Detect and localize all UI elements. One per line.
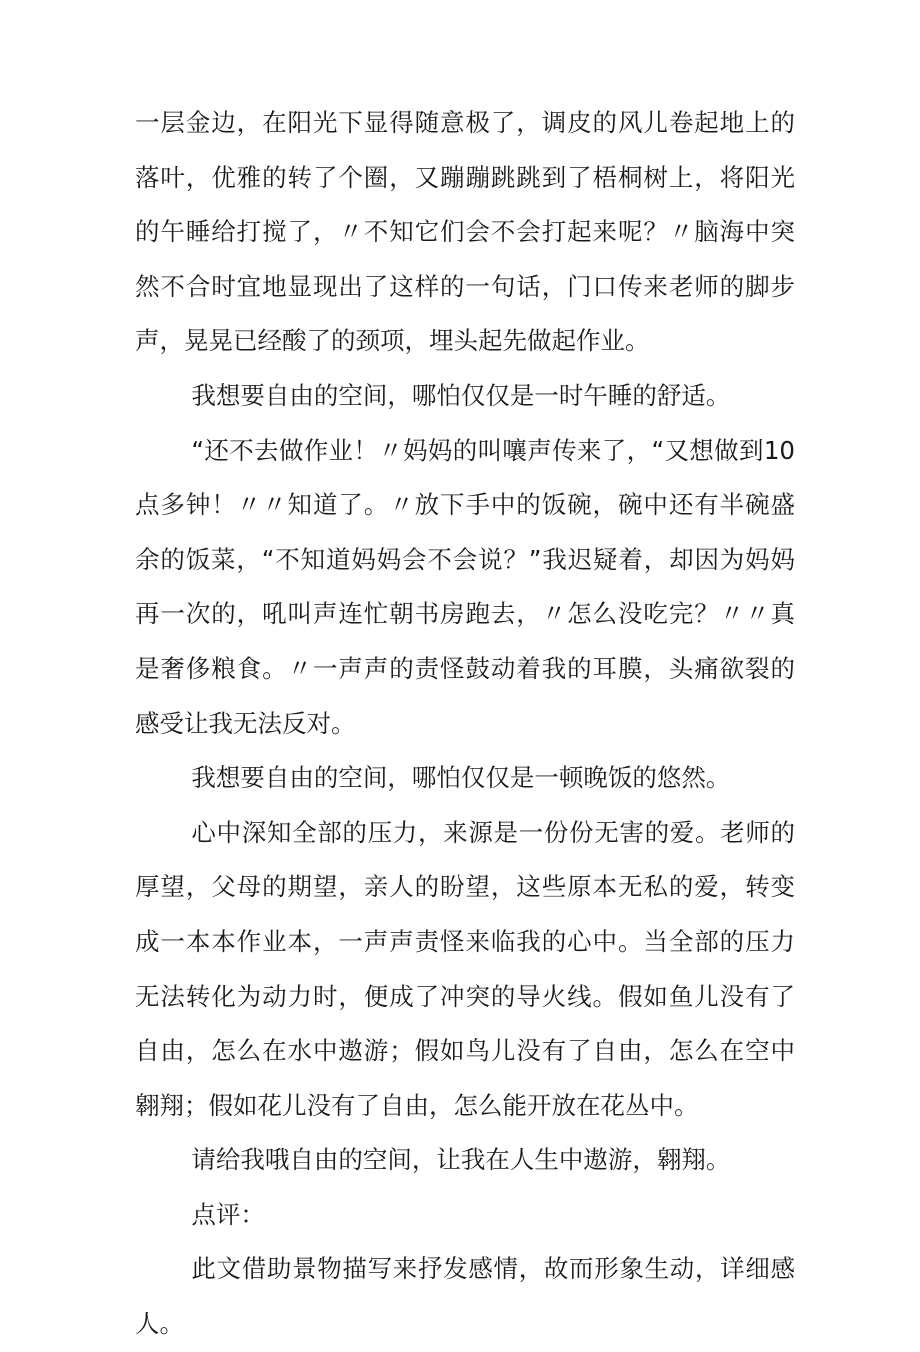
paragraph-refrain-dinner: 我想要自由的空间，哪怕仅仅是一顿晚饭的悠然。: [191, 763, 731, 793]
paragraph-mother-scolding: “还不去做作业！〃妈妈的叫嚷声传来了，“又想做到10点多钟！〃〃知道了。〃放下手中的饭碗，碗中还有半碗盛余的饭菜，“不知道妈妈会不会说？”我迟疑着，却因为妈妈再一次的，吼叫声连忙朝书房跑去，〃怎么没吃完？〃〃真是奢侈粮食。〃一声声的责怪鼓动着我的耳膜，头痛欲裂的感受让我无法反对。: [135, 435, 795, 738]
paragraph-continuation: 一层金边，在阳光下显得随意极了，调皮的风儿卷起地上的落叶，优雅的转了个圈，又蹦蹦跳跳到了梧桐树上，将阳光的午睡给打搅了，〃不知它们会不会打起来呢？〃脑海中突然不合时宜地显现出了这样的一句话，门口传来老师的脚步声，晃晃已经酸了的颈项，埋头起先做起作业。: [135, 108, 795, 356]
document-body: [135, 96, 795, 1352]
comment-heading: 点评：: [191, 1199, 265, 1229]
paragraph-plea-freedom: 请给我哦自由的空间，让我在人生中遨游，翱翔。: [191, 1145, 731, 1175]
comment-text: 此文借助景物描写来抒发感情，故而形象生动，详细感人。: [135, 1254, 795, 1339]
paragraph-refrain-nap: 我想要自由的空间，哪怕仅仅是一时午睡的舒适。: [191, 380, 731, 410]
paragraph-pressure-love: 心中深知全部的压力，来源是一份份无害的爱。老师的厚望，父母的期望，亲人的盼望，这些原本无私的爱，转变成一本本作业本，一声声责怪来临我的心中。当全部的压力无法转化为动力时，便成了冲突的导火线。假如鱼儿没有了自由，怎么在水中遨游；假如鸟儿没有了自由，怎么在空中翱翔；假如花儿没有了自由，怎么能开放在花丛中。: [135, 817, 795, 1120]
